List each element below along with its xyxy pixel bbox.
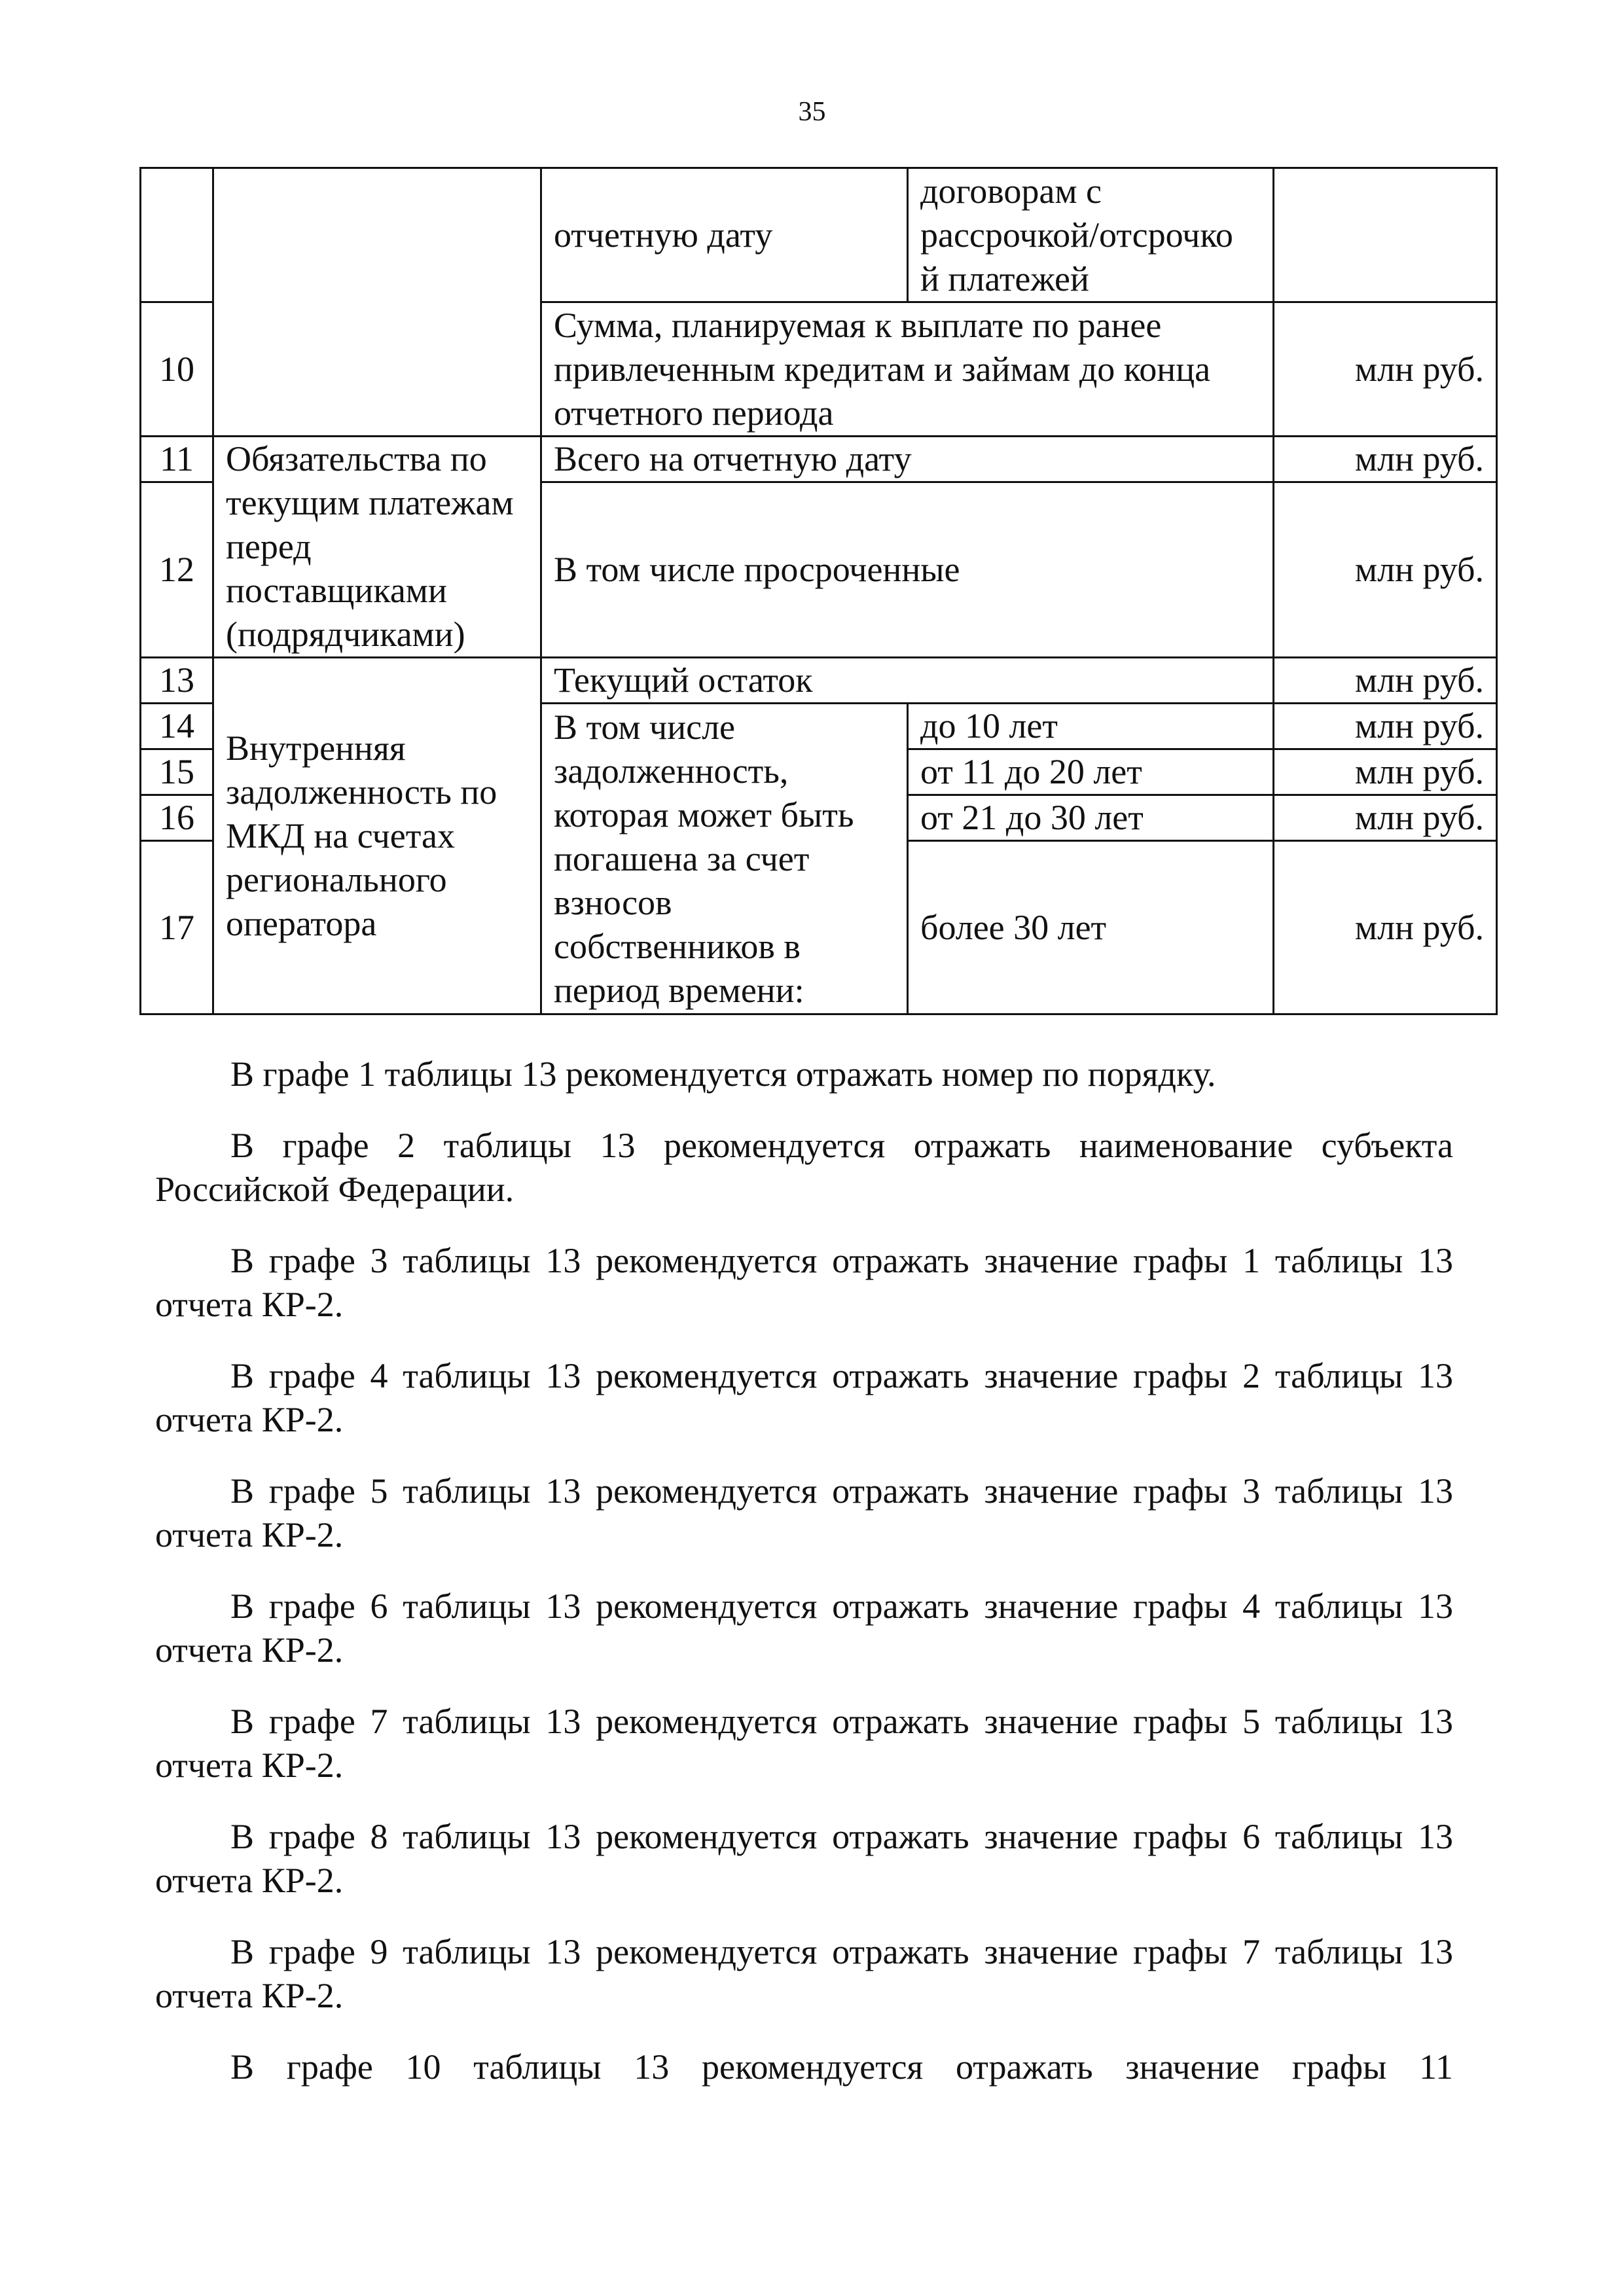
paragraph: В графе 1 таблицы 13 рекомендуется отражать номер по порядку. <box>230 1054 1216 1094</box>
paragraph: В графе 9 таблицы 13 рекомендуется отражать значение графы 7 таблицы 13 отчета КР-2. <box>155 1932 1453 2015</box>
paragraph: В графе 5 таблицы 13 рекомендуется отражать значение графы 3 таблицы 13 отчета КР-2. <box>155 1471 1453 1554</box>
body-text <box>155 1052 1453 2117</box>
table-row <box>141 168 1497 302</box>
paragraph: В графе 6 таблицы 13 рекомендуется отражать значение графы 4 таблицы 13 отчета КР-2. <box>155 1587 1453 1670</box>
row-number-cell: 15 <box>141 749 213 795</box>
row-number-cell: 16 <box>141 795 213 841</box>
unit-cell: млн руб. <box>1274 302 1497 437</box>
description-cell: В том числе просроченные <box>541 482 1274 658</box>
paragraph: В графе 10 таблицы 13 рекомендуется отражать значение графы 11 <box>230 2047 1453 2087</box>
paragraph: В графе 3 таблицы 13 рекомендуется отражать значение графы 1 таблицы 13 отчета КР-2. <box>155 1241 1453 1324</box>
paragraph: В графе 8 таблицы 13 рекомендуется отражать значение графы 6 таблицы 13 отчета КР-2. <box>155 1817 1453 1900</box>
unit-cell: млн руб. <box>1274 704 1497 749</box>
detail-cell: до 10 лет <box>908 704 1274 749</box>
paragraph: В графе 7 таблицы 13 рекомендуется отражать значение графы 5 таблицы 13 отчета КР-2. <box>155 1702 1453 1785</box>
unit-cell: млн руб. <box>1274 482 1497 658</box>
unit-cell: млн руб. <box>1274 437 1497 482</box>
detail-cell: от 21 до 30 лет <box>908 795 1274 841</box>
category-cell <box>213 168 541 437</box>
row-number-cell: 13 <box>141 658 213 704</box>
row-number-cell: 17 <box>141 841 213 1014</box>
row-number-cell: 10 <box>141 302 213 437</box>
description-cell: Всего на отчетную дату <box>541 437 1274 482</box>
description-cell: Текущий остаток <box>541 658 1274 704</box>
row-number-cell: 12 <box>141 482 213 658</box>
paragraph: В графе 2 таблицы 13 рекомендуется отражать наименование субъекта Российской Федерации. <box>155 1126 1453 1209</box>
unit-cell: млн руб. <box>1274 841 1497 1014</box>
row-number-cell: 14 <box>141 704 213 749</box>
description-cell: Сумма, планируемая к выплате по ранее привлеченным кредитам и займам до конца отчетного периода <box>541 302 1274 437</box>
category-cell: Обязательства по текущим платежам перед поставщиками (подрядчиками) <box>213 437 541 658</box>
row-number-cell: 11 <box>141 437 213 482</box>
page-number: 35 <box>798 97 826 127</box>
detail-cell: договорам с рассрочкой/отсрочко й платежей <box>908 168 1274 302</box>
description-cell: отчетную дату <box>541 168 908 302</box>
unit-cell: млн руб. <box>1274 658 1497 704</box>
detail-cell: от 11 до 20 лет <box>908 749 1274 795</box>
unit-cell: млн руб. <box>1274 795 1497 841</box>
description-cell: В том числе задолженность, которая может быть погашена за счет взносов собственников в период времени: <box>541 704 908 1014</box>
row-number-cell <box>141 168 213 302</box>
table-row <box>141 437 1497 482</box>
table-row <box>141 658 1497 704</box>
paragraph: В графе 4 таблицы 13 рекомендуется отражать значение графы 2 таблицы 13 отчета КР-2. <box>155 1356 1453 1439</box>
report-table <box>139 167 1498 1015</box>
unit-cell <box>1274 168 1497 302</box>
unit-cell: млн руб. <box>1274 749 1497 795</box>
category-cell: Внутренняя задолженность по МКД на счетах регионального оператора <box>213 658 541 1014</box>
detail-cell: более 30 лет <box>908 841 1274 1014</box>
